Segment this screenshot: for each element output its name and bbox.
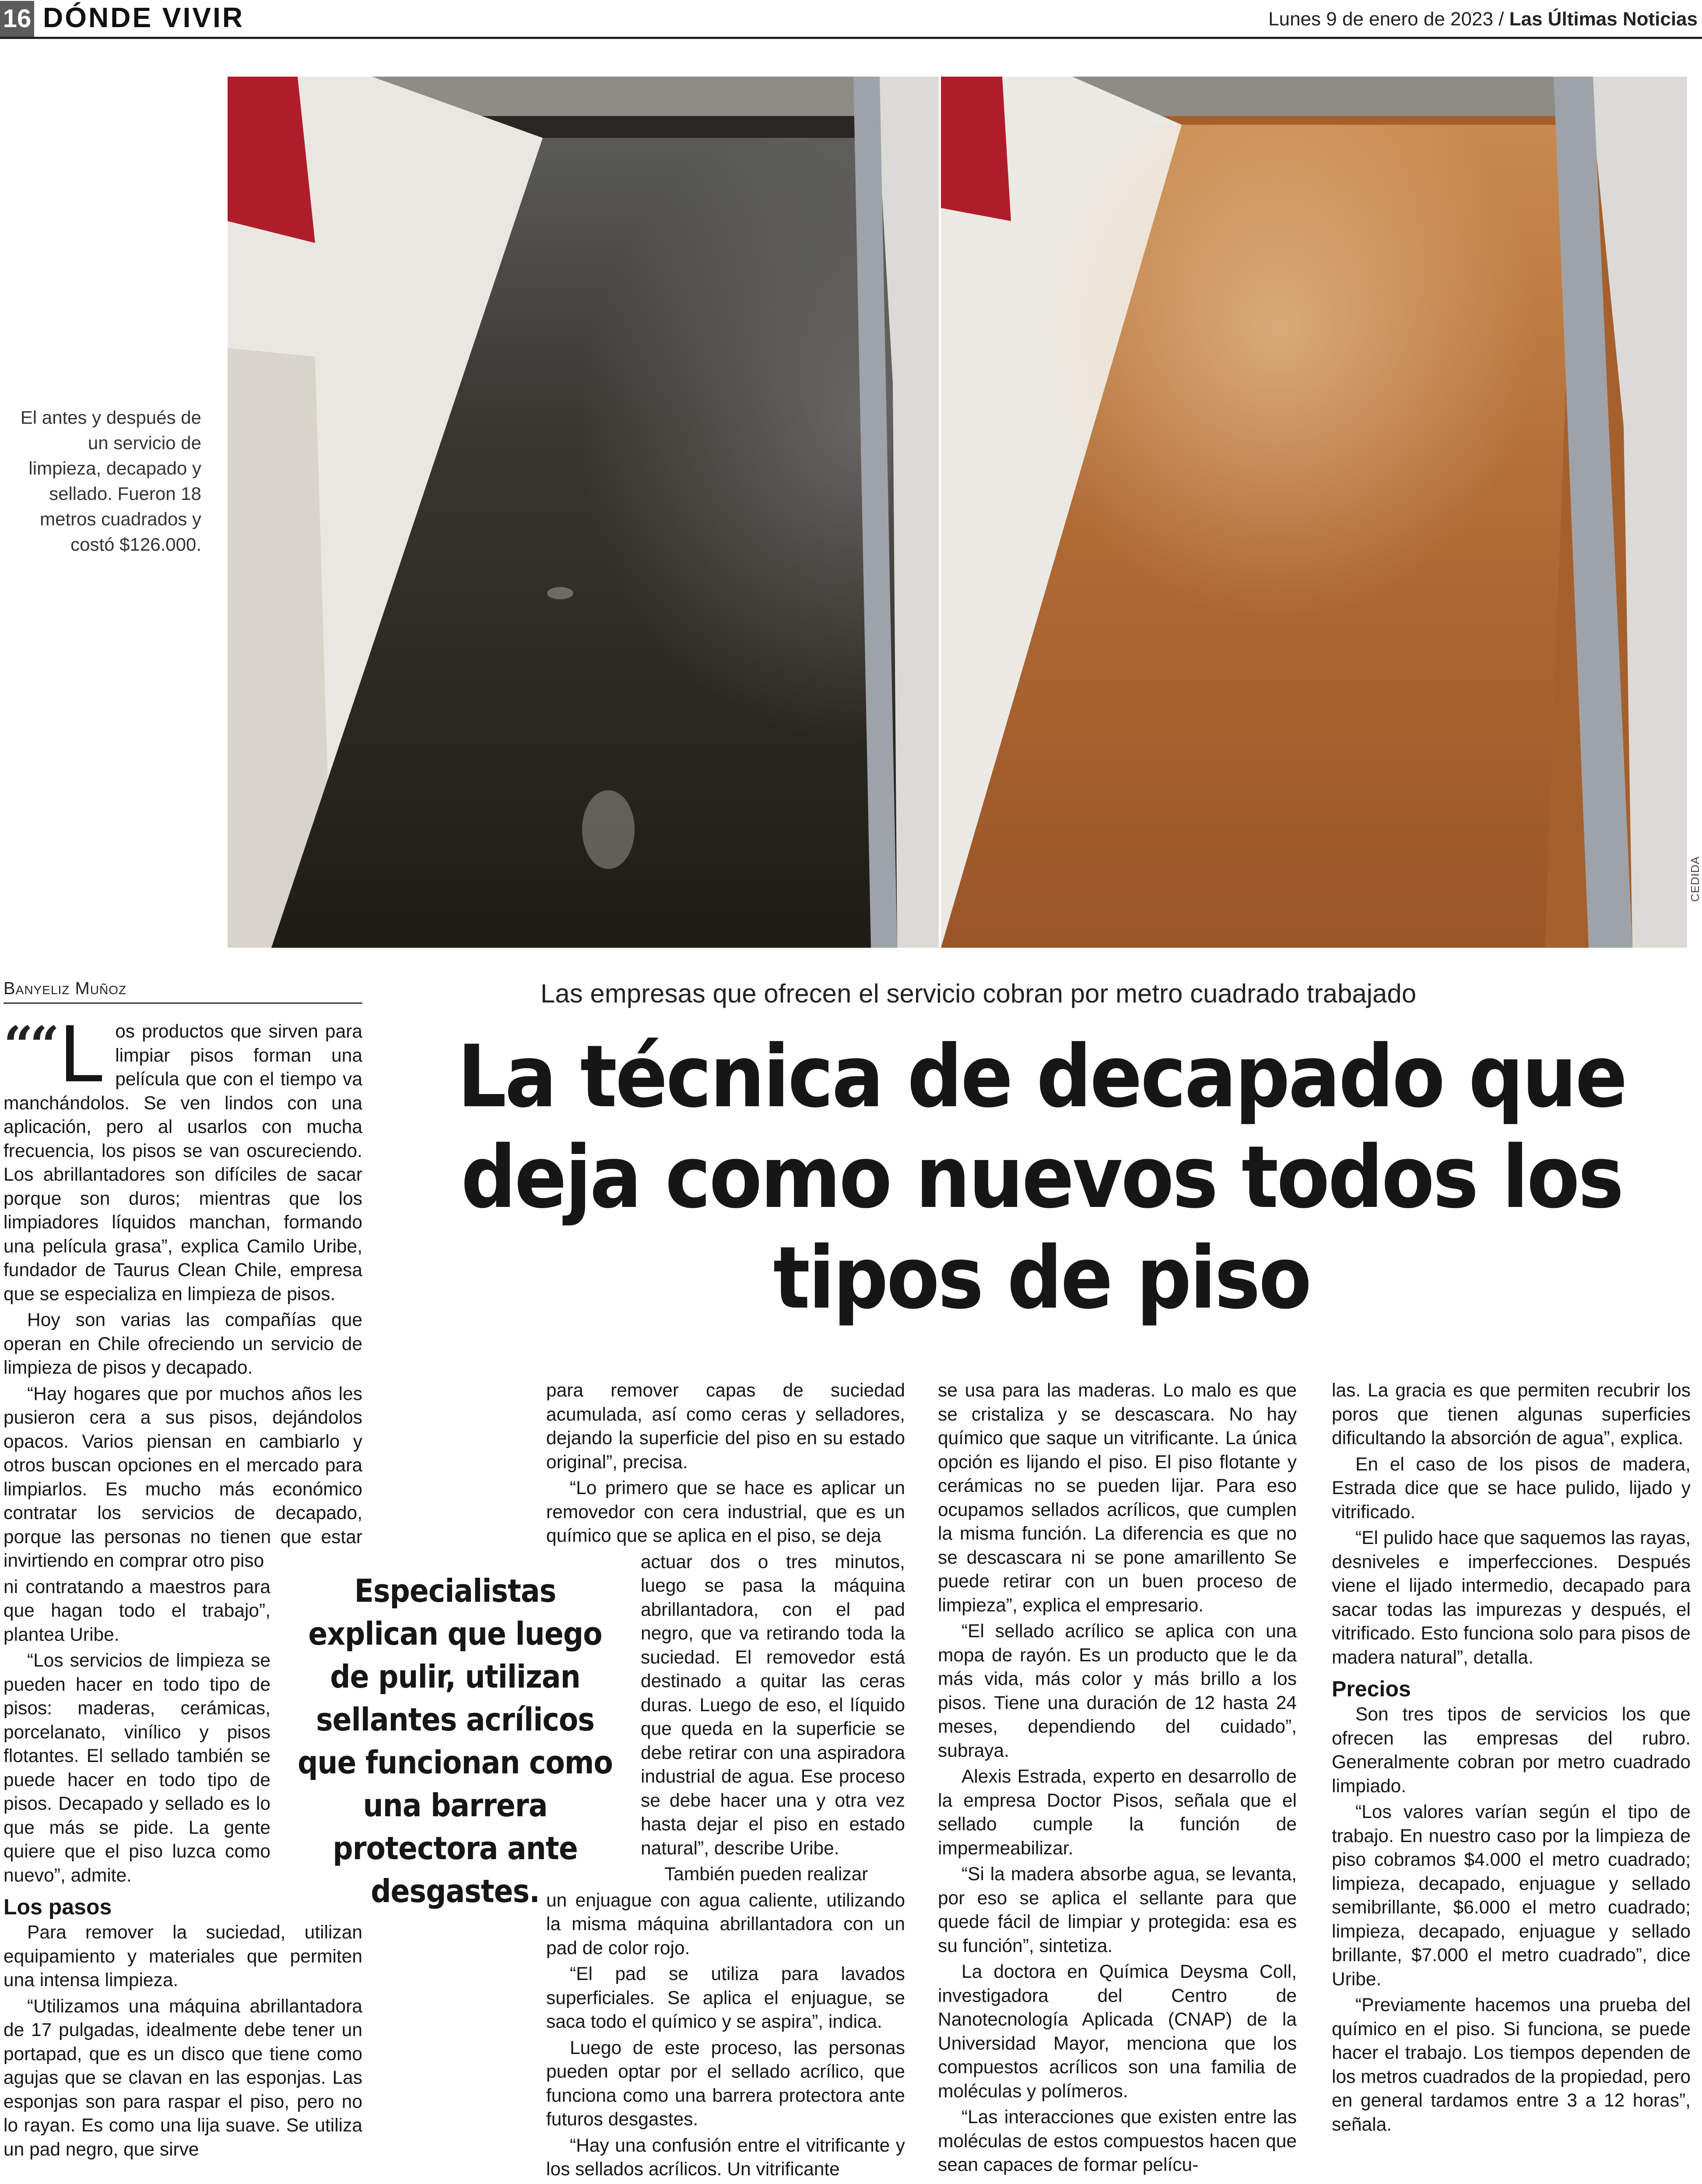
- col1-paragraph-3b: ni contratando a maestros para que hagan todo el trabajo”, plantea Uribe.: [4, 1576, 270, 1645]
- col3-paragraph-5: La doctora en Química Deysma Coll, investigadora del Centro de Nanotecnología Aplicada (CNAP) de la Universidad Mayor, menciona que los compuestos acrílicos son una familia de moléculas y polímeros.: [938, 1962, 1297, 2102]
- col4-paragraph-3: “El pulido hace que saquemos las rayas, desniveles e imperfecciones. Después viene el lijado intermedio, decapado para sacar todas las impurezas y después, el vitrificado. Esto funciona solo para pisos de madera natural”, detalla.: [1332, 1528, 1691, 1668]
- page-number: 16: [0, 1, 34, 37]
- col2-paragraph-1: para remover capas de suciedad acumulada, así como ceras y selladores, dejando la superficie del piso en su estado original”, precisa.: [546, 1380, 905, 1473]
- col1-paragraph-5: Para remover la suciedad, utilizan equipamiento y materiales que permiten una intensa limpieza.: [4, 1922, 362, 1991]
- col4-paragraph-6: “Previamente hacemos una prueba del químico en el piso. Si funciona, se puede hacer el trabajo. Los tiempos dependen de los metros cuadrados de la propiedad, pero en general tardamos entre 3 a 12 horas”, señala.: [1332, 1995, 1691, 2135]
- intro-paragraph: [4, 1008, 362, 1306]
- headline: La técnica de decapado que deja como nuevos todos los tipos de piso: [457, 1027, 1626, 1328]
- photo-before-image: [228, 77, 939, 948]
- col3-paragraph-2: “El sellado acrílico se aplica con una mopa de rayón. Es un producto que le da más vida, más color y más brillo a los pisos. Tiene una duración de 12 hasta 24 meses, dependiendo del cuidado”, subraya.: [938, 1621, 1297, 1761]
- col4-paragraph-2: En el caso de los pisos de madera, Estrada dice que se hace pulido, lijado y vitrificado.: [1332, 1454, 1691, 1523]
- col1-paragraph-2: Hoy son varias las compañías que operan en Chile ofreciendo un servicio de limpieza de pisos y decapado.: [4, 1310, 362, 1378]
- col4-paragraph-5: “Los valores varían según el tipo de trabajo. En nuestro caso por la limpieza de piso cobramos $4.000 el metro cuadrado; limpieza, decapado, enjuague y sellado semibrillante, $6.000 el metro cuadrado; limpieza, decapado, enjuague y sellado brillante, $7.000 el metro cuadrado”, dice Uribe.: [1332, 1802, 1691, 1990]
- col2-paragraph-3b: un enjuague con agua caliente, utilizando la misma máquina abrillantadora con un pad de color rojo.: [546, 1890, 905, 1959]
- article-column-4: [1332, 1379, 1691, 2139]
- dateline-separator: /: [1498, 8, 1504, 30]
- col2-paragraph-2b: actuar dos o tres minutos, luego se pasa la máquina abrillantadora, con el pad negro, que va retirando toda la suciedad. El removedor está destinado a quitar las ceras duras. Luego de eso, el líquido que queda en la superficie se debe retirar con una aspiradora industrial de agua. Ese proceso se debe hacer una y otra vez hasta dejar el piso en estado natural”, describe Uribe.: [641, 1551, 905, 1859]
- col2-paragraph-5: Luego de este proceso, las personas pueden optar por el sellado acrílico, que funciona como una barrera protectora ante futuros desgastes.: [546, 2037, 905, 2130]
- col3-paragraph-1: se usa para las maderas. Lo malo es que se cristaliza y se descascara. No hay químico que saque un vitrificante. La única opción es lijando el piso. El piso flotante y cerámicas no se pueden lijar. Para eso ocupamos sellados acrílicos, que cumplen la misma función. La diferencia es que no se descascara ni se pone amarillento Se puede retirar con un buen proceso de limpieza”, explica el empresario.: [938, 1380, 1297, 1616]
- col1-paragraph-6: “Utilizamos una máquina abrillantadora de 17 pulgadas, idealmente debe tener un portapad, que es un disco que tiene como agujas que se clavan en las esponjas. Las esponjas son para raspar el piso, pero no lo rayan. Es como una lija suave. Se utiliza un pad negro, que sirve: [4, 1996, 362, 2160]
- header-rule: [0, 37, 1702, 39]
- col1-paragraph-1: os productos que sirven para limpiar pisos forman una película que con el tiempo va manchándolos. Se ven lindos con una aplicación, pero al usarlos con mucha frecuencia, los pisos se van oscureciendo. Los abrillantadores son difíciles de sacar porque son duros; mientras que los limpiadores líquidos manchan, formando una película grasa”, explica Camilo Uribe, fundador de Taurus Clean Chile, empresa que se especializa en limpieza de pisos.: [4, 1021, 362, 1305]
- col4-paragraph-4: Son tres tipos de servicios los que ofrecen las empresas del rubro. Generalmente cobran por metro cuadrado limpiado.: [1332, 1704, 1691, 1797]
- issue-date: Lunes 9 de enero de 2023: [1268, 8, 1493, 30]
- photo-after-image: [941, 77, 1687, 948]
- drop-cap: L: [59, 1008, 105, 1099]
- kicker: Las empresas que ofrecen el servicio cobran por metro cuadrado trabajado: [540, 979, 1417, 1008]
- article-column-2: [546, 1379, 905, 2184]
- subhead-precios: Precios: [1332, 1677, 1411, 1701]
- col2-paragraph-2a: “Lo primero que se hace es aplicar un removedor con cera industrial, que es un químico que se aplica en el piso, se deja: [546, 1478, 905, 1546]
- photo-after: [941, 77, 1687, 948]
- col2-paragraph-4: “El pad se utiliza para lavados superficiales. Se aplica el enjuague, se saca todo el químico y se aspira”, indica.: [546, 1964, 905, 2032]
- col4-paragraph-1: las. La gracia es que permiten recubrir los poros que tienen algunas superficies dificultando la absorción de agua”, explica.: [1332, 1380, 1691, 1449]
- photo-before: [228, 77, 939, 948]
- drop-quote-marks: ““: [4, 1015, 56, 1076]
- photo-caption: El antes y después de un servicio de limpieza, decapado y sellado. Fueron 18 metros cuadrados y costó $126.000.: [20, 407, 201, 555]
- article-column-3: [938, 1379, 1297, 2180]
- col1-paragraph-3a: “Hay hogares que por muchos años les pusieron cera a sus pisos, dejándolos opacos. Varios piensan en cambiarlo y otros buscan opciones en el mercado para limpiarlos. Es mucho más económico contratar los servicios de decapado, porque las personas no tienen que estar invirtiendo en comprar otro piso: [4, 1383, 362, 1571]
- byline: Banyeliz Muñoz: [4, 977, 362, 1004]
- col2-paragraph-6: “Hay una confusión entre el vitrificante y los sellados acrílicos. Un vitrificante: [546, 2135, 905, 2180]
- section-title: DÓNDE VIVIR: [43, 2, 245, 33]
- col1-paragraph-4: “Los servicios de limpieza se pueden hacer en todo tipo de pisos: maderas, cerámicas, porcelanato, vinílico y pisos flotantes. El sellado también se puede hacer en todo tipo de pisos. Decapado y sellado es lo que más se pide. La gente quiere que el piso luzca como nuevo”, admite.: [4, 1650, 270, 1886]
- col3-paragraph-3: Alexis Estrada, experto en desarrollo de la empresa Doctor Pisos, señala que el sellado cumple la función de impermeabilizar.: [938, 1766, 1297, 1859]
- dateline: [1268, 6, 1698, 32]
- subhead-los-pasos: Los pasos: [4, 1895, 112, 1919]
- col2-paragraph-3a: También pueden realizar: [664, 1864, 868, 1885]
- col3-paragraph-4: “Si la madera absorbe agua, se levanta, por eso se aplica el sellante para que quede fácil de limpiar y protegida: esa es su función”, sintetiza.: [938, 1864, 1297, 1956]
- col3-paragraph-6: “Las interacciones que existen entre las moléculas de estos compuestos hacen que sean capaces de formar pelícu-: [938, 2107, 1297, 2175]
- publication-name: Las Últimas Noticias: [1509, 8, 1698, 30]
- photo-credit: CEDIDA: [1688, 856, 1702, 902]
- pull-quote: Especialistas explican que luego de pulir, utilizan sellantes acrílicos que funcionan como una barrera protectora ante desgastes.: [298, 1572, 613, 1910]
